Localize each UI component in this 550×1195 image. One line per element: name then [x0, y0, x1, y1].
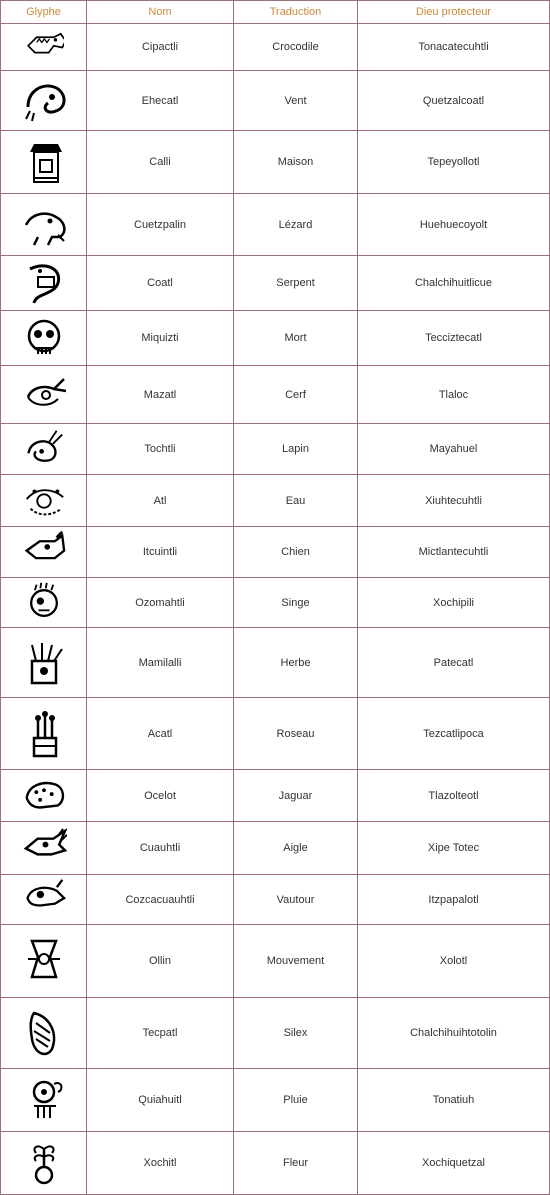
table-row — [1, 131, 550, 194]
name-cell: Xochitl — [87, 1132, 234, 1195]
glyph-cell — [1, 698, 87, 770]
translation-cell: Mouvement — [234, 925, 358, 998]
header-row — [1, 1, 550, 24]
glyph-cell — [1, 311, 87, 366]
table-row — [1, 1069, 550, 1132]
god-cell: Tecciztecatl — [358, 311, 550, 366]
name-cell: Calli — [87, 131, 234, 194]
reed-icon — [20, 710, 68, 758]
god-cell: Tepeyollotl — [358, 131, 550, 194]
glyph-cell — [1, 628, 87, 698]
god-cell: Xochiquetzal — [358, 1132, 550, 1195]
table-row — [1, 194, 550, 256]
god-cell: Chalchihuihtotolin — [358, 998, 550, 1069]
movement-icon — [20, 937, 68, 985]
translation-cell: Aigle — [234, 822, 358, 875]
god-cell: Xipe Totec — [358, 822, 550, 875]
table-body — [1, 24, 550, 1195]
translation-cell: Herbe — [234, 628, 358, 698]
translation-cell: Lapin — [234, 424, 358, 475]
name-cell: Mazatl — [87, 366, 234, 424]
glyph-cell — [1, 71, 87, 131]
crocodile-icon — [23, 27, 64, 68]
table-row — [1, 822, 550, 875]
glyph-cell — [1, 875, 87, 925]
god-cell: Quetzalcoatl — [358, 71, 550, 131]
god-cell: Xiuhtecuhtli — [358, 475, 550, 527]
table-row — [1, 998, 550, 1069]
house-icon — [20, 138, 68, 186]
glyph-cell — [1, 1132, 87, 1195]
translation-cell: Maison — [234, 131, 358, 194]
god-cell: Mayahuel — [358, 424, 550, 475]
name-cell: Cuetzpalin — [87, 194, 234, 256]
lizard-icon — [20, 201, 68, 249]
god-cell: Itzpapalotl — [358, 875, 550, 925]
table-row — [1, 24, 550, 71]
glyph-cell — [1, 194, 87, 256]
name-cell: Ocelot — [87, 770, 234, 822]
name-cell: Atl — [87, 475, 234, 527]
translation-cell: Singe — [234, 578, 358, 628]
table-row — [1, 1132, 550, 1195]
translation-cell: Eau — [234, 475, 358, 527]
glyph-cell — [1, 24, 87, 71]
skull-icon — [20, 314, 68, 362]
header-translation: Traduction — [234, 1, 358, 24]
rabbit-icon — [21, 427, 66, 472]
name-cell: Cuauhtli — [87, 822, 234, 875]
translation-cell: Serpent — [234, 256, 358, 311]
name-cell: Ollin — [87, 925, 234, 998]
monkey-icon — [22, 581, 66, 625]
name-cell: Tecpatl — [87, 998, 234, 1069]
jaguar-icon — [21, 773, 67, 819]
name-cell: Coatl — [87, 256, 234, 311]
eagle-icon — [20, 825, 67, 872]
water-icon — [21, 478, 67, 524]
translation-cell: Chien — [234, 527, 358, 578]
glyph-cell — [1, 822, 87, 875]
translation-cell: Cerf — [234, 366, 358, 424]
god-cell: Tlaloc — [358, 366, 550, 424]
name-cell: Mamilalli — [87, 628, 234, 698]
header-name: Nom — [87, 1, 234, 24]
god-cell: Tonatiuh — [358, 1069, 550, 1132]
dog-icon — [21, 530, 66, 575]
glyph-cell — [1, 366, 87, 424]
glyph-cell — [1, 475, 87, 527]
translation-cell: Lézard — [234, 194, 358, 256]
god-cell: Tonacatecuhtli — [358, 24, 550, 71]
name-cell: Quiahuitl — [87, 1069, 234, 1132]
translation-cell: Roseau — [234, 698, 358, 770]
translation-cell: Crocodile — [234, 24, 358, 71]
glyph-cell — [1, 578, 87, 628]
table-row — [1, 527, 550, 578]
translation-cell: Pluie — [234, 1069, 358, 1132]
grass-icon — [20, 639, 68, 687]
name-cell: Cipactli — [87, 24, 234, 71]
glyph-cell — [1, 770, 87, 822]
flower-icon — [20, 1139, 68, 1187]
glyph-cell — [1, 998, 87, 1069]
name-cell: Tochtli — [87, 424, 234, 475]
translation-cell: Mort — [234, 311, 358, 366]
translation-cell: Fleur — [234, 1132, 358, 1195]
header-god: Dieu protecteur — [358, 1, 550, 24]
god-cell: Xochipili — [358, 578, 550, 628]
name-cell: Acatl — [87, 698, 234, 770]
vulture-icon — [22, 878, 66, 922]
name-cell: Itcuintli — [87, 527, 234, 578]
table-row — [1, 71, 550, 131]
table-row — [1, 875, 550, 925]
serpent-icon — [20, 259, 68, 307]
god-cell: Patecatl — [358, 628, 550, 698]
flint-icon — [20, 1009, 68, 1057]
glyph-cell — [1, 256, 87, 311]
translation-cell: Jaguar — [234, 770, 358, 822]
god-cell: Mictlantecuhtli — [358, 527, 550, 578]
glyph-cell — [1, 527, 87, 578]
table-row — [1, 424, 550, 475]
translation-cell: Vautour — [234, 875, 358, 925]
translation-cell: Vent — [234, 71, 358, 131]
wind-icon — [20, 77, 68, 125]
table-row — [1, 698, 550, 770]
god-cell: Chalchihuitlicue — [358, 256, 550, 311]
name-cell: Ehecatl — [87, 71, 234, 131]
god-cell: Huehuecoyolt — [358, 194, 550, 256]
glyph-cell — [1, 925, 87, 998]
translation-cell: Silex — [234, 998, 358, 1069]
table-row — [1, 256, 550, 311]
table-row — [1, 925, 550, 998]
rain-icon — [20, 1076, 68, 1124]
name-cell: Cozcacuauhtli — [87, 875, 234, 925]
name-cell: Ozomahtli — [87, 578, 234, 628]
glyph-cell — [1, 424, 87, 475]
deer-icon — [20, 371, 68, 419]
god-cell: Tezcatlipoca — [358, 698, 550, 770]
table-row — [1, 366, 550, 424]
glyph-cell — [1, 131, 87, 194]
table-row — [1, 628, 550, 698]
god-cell: Xolotl — [358, 925, 550, 998]
god-cell: Tlazolteotl — [358, 770, 550, 822]
table-row — [1, 578, 550, 628]
name-cell: Miquizti — [87, 311, 234, 366]
table-row — [1, 311, 550, 366]
table-row — [1, 770, 550, 822]
glyph-cell — [1, 1069, 87, 1132]
table-row — [1, 475, 550, 527]
header-glyph: Glyphe — [1, 1, 87, 24]
